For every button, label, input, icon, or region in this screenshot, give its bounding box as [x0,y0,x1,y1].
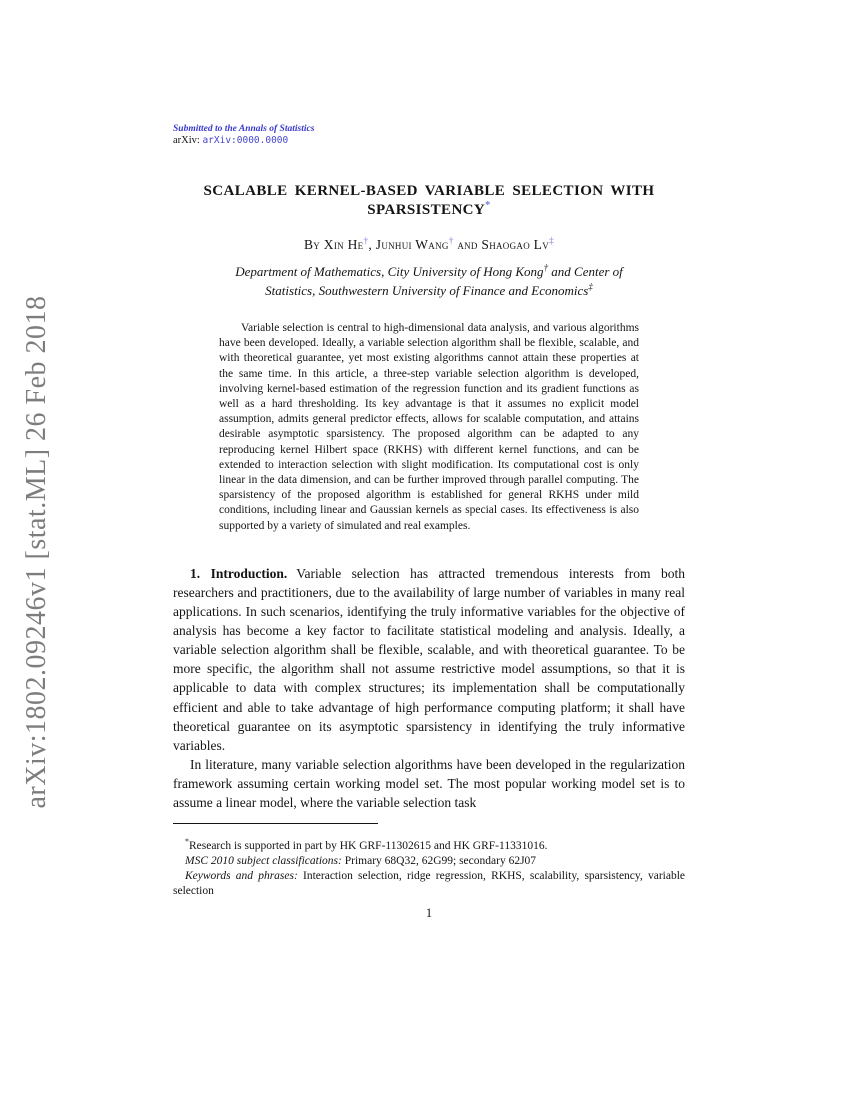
introduction-paragraph-2: In literature, many variable selection algorithms have been developed in the regularization framework assuming certain working model set. The most popular working model set is to assume a linear model, where the variable selection task [173,756,685,810]
footnote-msc [173,854,685,869]
abstract-block [219,321,639,534]
footnote-block [173,835,685,899]
affiliation-line1-text: Department of Mathematics, City University of Hong Kong [235,264,544,279]
msc-label: MSC 2010 subject classifications: [185,855,342,868]
footnote-funding-text: Research is supported in part by HK GRF-11302615 and HK GRF-11331016. [188,840,548,853]
footnote-funding [173,839,685,854]
title-line1: SCALABLE KERNEL-BASED VARIABLE SELECTION WITH [203,183,655,199]
arxiv-prefix-label: arXiv: [173,135,203,146]
arxiv-line [173,135,685,146]
title-line2: SPARSISTENCY [367,202,486,218]
affiliation-line1-tail: and Center of [548,264,623,279]
arxiv-vertical-watermark: arXiv:1802.09246v1 [stat.ML] 26 Feb 2018 [21,295,52,809]
section-heading-introduction: 1. Introduction. [190,565,288,581]
footnote-asterisk-mark: * [185,837,189,847]
arxiv-id-link[interactable]: arXiv:0000.0000 [202,135,289,146]
authors-lead-label: By [304,237,324,252]
affiliation-line2-text: Statistics, Southwestern University of Finance and Economics [265,283,589,298]
author-mark-1-link[interactable]: † [363,236,369,247]
author-name-1: Xin He [323,237,364,252]
affiliation-mark-1: † [543,262,549,273]
main-column [173,124,685,921]
author-name-3: Shaogao Lv [481,237,550,252]
affiliation-mark-2: ‡ [588,281,593,292]
author-name-2: Junhui Wang [375,237,449,252]
author-line [173,237,685,253]
msc-text: Primary 68Q32, 62G99; secondary 62J07 [341,855,537,868]
author-separator-1: , [368,237,376,252]
author-separator-2: and [453,237,482,252]
introduction-paragraph-1-text: Variable selection has attracted tremendous interests from both researchers and practitioners, due to the availability of large number of variables in many real applications. In such scenarios, identifying the truly informative variables for the objective of analysis has become a key factor to facilitate statistical modeling and analysis. Ideally, a variable selection algorithm shall be flexible, scalable, and with theoretical guarantee. To be more specific, the algorithm shall not assume restrictive model assumptions, so that it is applicable to data with complex structures; its implementation shall be computationally efficient and able to take advantage of high performance computing platform; it shall have theoretical guarantee on its asymptotic sparsistency in identifying the truly informative variables. [173,565,685,753]
introduction-paragraph-1 [173,564,685,755]
introduction-section [173,564,685,812]
submitted-note-link[interactable]: Submitted to the Annals of Statistics [173,124,315,134]
paper-title [173,182,685,220]
title-footnote-mark-link[interactable]: * [485,200,491,211]
abstract-text: Variable selection is central to high-dimensional data analysis, and various algorithms have been developed. Ideally, a variable selection algorithm shall be flexible, scalable, and with theoretical guarantee, yet most existing algorithms cannot attain these properties at the same time. In this article, a three-step variable selection algorithm is developed, involving kernel-based estimation of the regression function and its gradient functions as well as a hard thresholding. Its key advantage is that it assumes no explicit model assumption, admits general predictor effects, allows for scalable computation, and attains desirable asymptotic sparsistency. The proposed algorithm can be adapted to any reproducing kernel Hilbert space (RKHS) with different kernel functions, and can be extended to interaction selection with slight modification. Its computational cost is only linear in the data dimension, and can be further improved through parallel computing. The sparsistency of the proposed algorithm is established for general RKHS under mild conditions, including linear and Gaussian kernels as special cases. Its effectiveness is also supported by a variety of simulated and real examples. [219,322,639,532]
keywords-text: Interaction selection, ridge regression, RKHS, scalability, sparsistency, variable selection [173,870,686,898]
author-mark-3-link[interactable]: ‡ [549,236,554,247]
affiliation-block [173,262,685,300]
author-mark-2-link[interactable]: † [448,236,454,247]
page-number: 1 [425,906,433,921]
footnote-rule [173,823,378,824]
footnote-keywords [173,869,685,899]
keywords-label: Keywords and phrases: [185,870,298,883]
